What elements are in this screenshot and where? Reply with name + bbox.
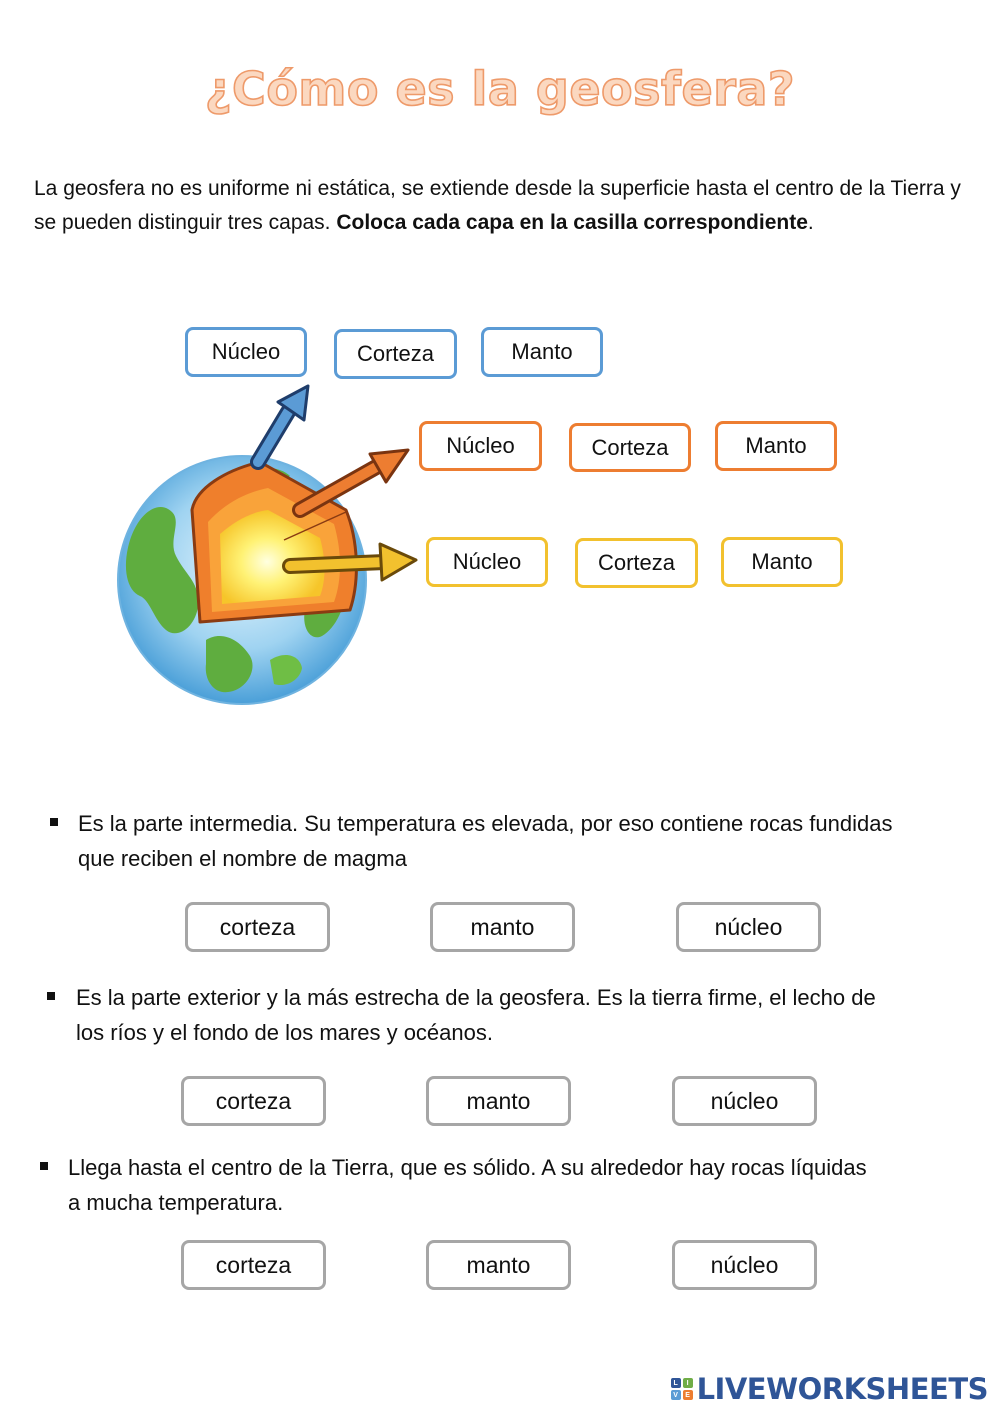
logo-text: LIVEWORKSHEETS xyxy=(696,1372,988,1406)
q1-option-nucleo[interactable]: núcleo xyxy=(676,902,821,952)
yellow-option-manto[interactable]: Manto xyxy=(721,537,843,587)
intro-end: . xyxy=(807,211,814,234)
yellow-option-nucleo[interactable]: Núcleo xyxy=(426,537,548,587)
blue-option-manto[interactable]: Manto xyxy=(481,327,603,377)
orange-option-nucleo[interactable]: Núcleo xyxy=(419,421,542,471)
orange-option-corteza[interactable]: Corteza xyxy=(569,423,691,472)
q1-option-manto[interactable]: manto xyxy=(430,902,575,952)
liveworksheets-logo-icon: L I V E xyxy=(671,1378,693,1400)
q3-option-manto[interactable]: manto xyxy=(426,1240,571,1290)
question-1-text: Es la parte intermedia. Su temperatura es elevada, por eso contiene rocas fundidas que reciben el nombre de magma xyxy=(78,811,893,871)
question-2-text: Es la parte exterior y la más estrecha de la geosfera. Es la tierra firme, el lecho de los ríos y el fondo de los mares y océanos. xyxy=(76,985,876,1045)
q2-option-nucleo[interactable]: núcleo xyxy=(672,1076,817,1126)
blue-option-nucleo[interactable]: Núcleo xyxy=(185,327,307,377)
blue-option-corteza[interactable]: Corteza xyxy=(334,329,457,379)
bullet-3 xyxy=(40,1162,48,1170)
page-title: ¿Cómo es la geosfera? xyxy=(204,62,796,116)
q2-option-manto[interactable]: manto xyxy=(426,1076,571,1126)
orange-option-manto[interactable]: Manto xyxy=(715,421,837,471)
intro-instruction: Coloca cada capa en la casilla correspondiente xyxy=(336,211,808,234)
q3-option-nucleo[interactable]: núcleo xyxy=(672,1240,817,1290)
yellow-option-corteza[interactable]: Corteza xyxy=(575,538,698,588)
arrow-blue xyxy=(258,386,308,462)
bullet-2 xyxy=(47,992,55,1000)
q3-option-corteza[interactable]: corteza xyxy=(181,1240,326,1290)
intro-text: La geosfera no es uniforme ni estática, se extiende desde la superficie hasta el centro de la Tierra y se pueden distinguir tres capas. xyxy=(34,177,961,234)
liveworksheets-logo xyxy=(671,1372,988,1406)
q1-option-corteza[interactable]: corteza xyxy=(185,902,330,952)
bullet-1 xyxy=(50,818,58,826)
q2-option-corteza[interactable]: corteza xyxy=(181,1076,326,1126)
question-3-text: Llega hasta el centro de la Tierra, que es sólido. A su alrededor hay rocas líquidas a mucha temperatura. xyxy=(68,1155,867,1215)
